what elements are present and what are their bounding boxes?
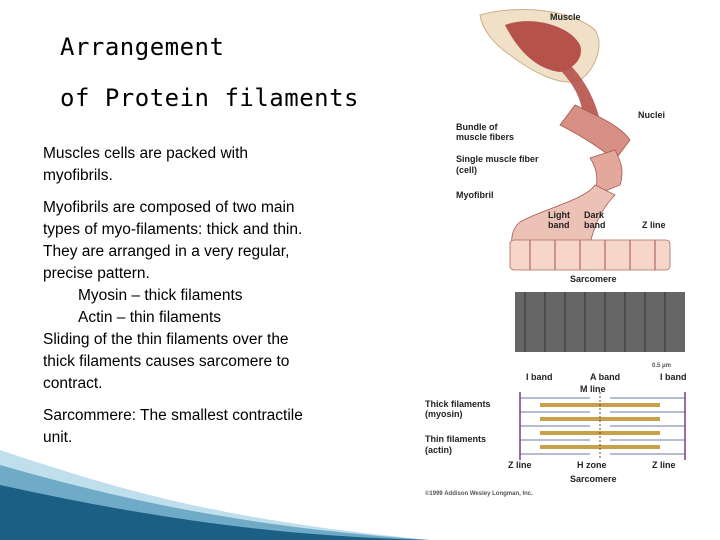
label-h-zone: H zone xyxy=(577,460,607,470)
text-line: Sarcommere: The smallest contractile xyxy=(43,407,303,424)
label-nuclei: Nuclei xyxy=(638,110,666,120)
label-bundle-2: muscle fibers xyxy=(456,132,515,142)
label-z-line-right: Z line xyxy=(652,460,676,470)
label-light-2: band xyxy=(548,220,570,230)
text-line: unit. xyxy=(43,429,73,446)
label-sarcomere-bottom: Sarcomere xyxy=(570,474,617,484)
label-dark-2: band xyxy=(584,220,606,230)
label-bundle-1: Bundle of xyxy=(456,122,498,132)
text-line: contract. xyxy=(43,375,103,392)
label-i-band-left: I band xyxy=(526,372,553,382)
label-thin-1: Thin filaments xyxy=(425,434,487,444)
paragraph-packed xyxy=(43,143,348,187)
label-i-band-right: I band xyxy=(660,372,687,382)
text-line: types of myo-filaments: thick and thin. xyxy=(43,221,303,238)
text-line: Sliding of the thin filaments over the xyxy=(43,331,289,348)
myosin-line: Myosin – thick filaments xyxy=(78,287,243,304)
paragraph-definition xyxy=(43,405,348,449)
paragraph-composition xyxy=(43,197,348,395)
label-scale: 0.5 μm xyxy=(652,363,672,369)
text-line: They are arranged in a very regular, xyxy=(43,243,290,260)
label-m-line: M line xyxy=(580,384,606,394)
slide-title-line-2: of Protein filaments xyxy=(60,84,359,112)
label-muscle: Muscle xyxy=(550,12,581,22)
label-thin-2: (actin) xyxy=(425,445,452,455)
label-single-2: (cell) xyxy=(456,165,478,175)
label-z-line-top: Z line xyxy=(642,220,666,230)
label-sarcomere-top: Sarcomere xyxy=(570,274,617,284)
muscle-structure-figure xyxy=(420,0,720,500)
label-dark-1: Dark xyxy=(584,210,605,220)
actin-line: Actin – thin filaments xyxy=(78,309,222,326)
text-line: precise pattern. xyxy=(43,265,150,282)
text-line: Myofibrils are composed of two main xyxy=(43,199,295,216)
label-thick-2: (myosin) xyxy=(425,409,463,419)
label-light-1: Light xyxy=(548,210,570,220)
decorative-swoosh xyxy=(0,450,430,540)
label-copyright: ©1999 Addison Wesley Longman, Inc. xyxy=(425,491,533,497)
slide-body xyxy=(43,143,348,459)
label-a-band: A band xyxy=(590,372,621,382)
label-myofibril: Myofibril xyxy=(456,190,494,200)
label-z-line-left: Z line xyxy=(508,460,532,470)
label-single-1: Single muscle fiber xyxy=(456,154,539,164)
text-line: Muscles cells are packed with xyxy=(43,145,249,162)
slide-title-line-1: Arrangement xyxy=(60,33,225,61)
filament-diagram xyxy=(520,392,685,460)
label-thick-1: Thick filaments xyxy=(425,399,491,409)
text-line: myofibrils. xyxy=(43,167,113,184)
text-line: thick filaments causes sarcomere to xyxy=(43,353,290,370)
